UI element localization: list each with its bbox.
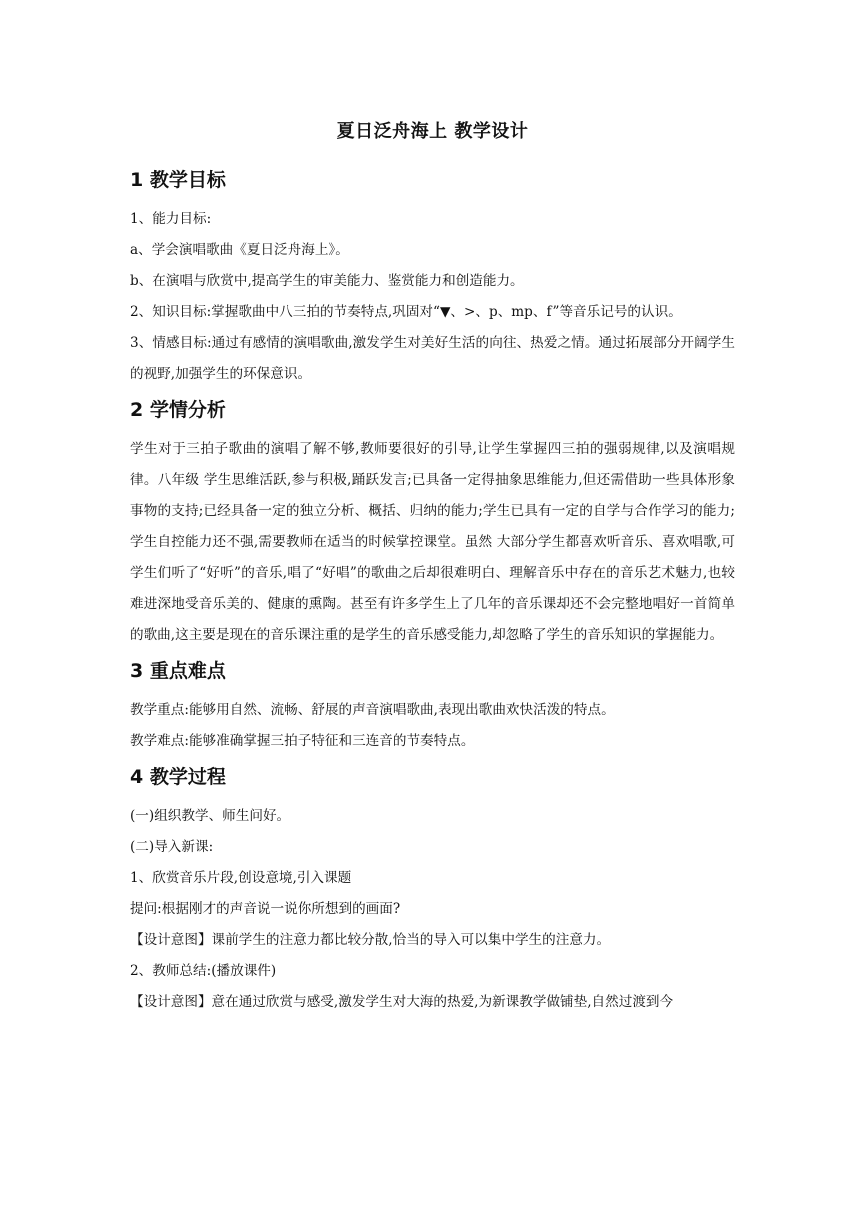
paragraph: 教学重点:能够用自然、流畅、舒展的声音演唱歌曲,表现出歌曲欢快活泼的特点。: [130, 702, 615, 718]
document-title: 夏日泛舟海上 教学设计: [336, 121, 529, 142]
section-objectives: [130, 166, 735, 390]
paragraph: (二)导入新课:: [130, 839, 214, 855]
paragraph: 学生对于三拍子歌曲的演唱了解不够,教师要很好的引导,让学生掌握四三拍的强弱规律,以及演唱规律。八年级 学生思维活跃,参与积极,踊跃发言;已具备一定得抽象思维能力,但还需借助一些具体形象事物的支持;已经具备一定的独立分析、概括、归纳的能力;学生已具有一定的自学与合作学习的能力;学生自控能力还不强,需要教师在适当的时候掌控课堂。虽然 大部分学生都喜欢听音乐、喜欢唱歌,可学生们听了“好听”的音乐,唱了“好唱”的歌曲之后却很难明白、理解音乐中存在的音乐艺术魅力,也较难进深地受音乐美的、健康的熏陶。甚至有许多学生上了几年的音乐课却还不会完整地唱好一首简单的歌曲,这主要是现在的音乐课注重的是学生的音乐感受能力,却忽略了学生的音乐知识的掌握能力。: [130, 441, 735, 643]
paragraph: 1、能力目标:: [130, 211, 212, 227]
paragraph: 3、情感目标:通过有感情的演唱歌曲,激发学生对美好生活的向往、热爱之情。通过拓展部分开阔学生的视野,加强学生的环保意识。: [130, 335, 735, 382]
paragraph: 1、欣赏音乐片段,创设意境,引入课题: [130, 870, 352, 886]
section-student-analysis: [130, 396, 735, 651]
paragraph: 【设计意图】意在通过欣赏与感受,激发学生对大海的热爱,为新课教学做铺垫,自然过渡到今: [130, 994, 674, 1010]
paragraph: (一)组织教学、师生问好。: [130, 808, 291, 824]
section-heading: 3 重点难点: [130, 660, 226, 682]
section-heading: 1 教学目标: [130, 169, 226, 191]
section-key-points: [130, 657, 735, 757]
document-page: [130, 110, 735, 1018]
paragraph: 2、知识目标:掌握歌曲中八三拍的节奏特点,巩固对“▼、>、p、mp、f”等音乐记号的认识。: [130, 304, 682, 320]
paragraph: 2、教师总结:(播放课件): [130, 963, 277, 979]
paragraph: 【设计意图】课前学生的注意力都比较分散,恰当的导入可以集中学生的注意力。: [130, 932, 611, 948]
paragraph: a、学会演唱歌曲《夏日泛舟海上》。: [130, 242, 349, 258]
section-heading: 4 教学过程: [130, 766, 226, 788]
section-teaching-process: [130, 763, 735, 1018]
section-heading: 2 学情分析: [130, 399, 226, 421]
paragraph: b、在演唱与欣赏中,提高学生的审美能力、鉴赏能力和创造能力。: [130, 273, 524, 289]
paragraph: 提问:根据刚才的声音说一说你所想到的画面?: [130, 901, 401, 917]
paragraph: 教学难点:能够准确掌握三拍子特征和三连音的节奏特点。: [130, 733, 475, 749]
